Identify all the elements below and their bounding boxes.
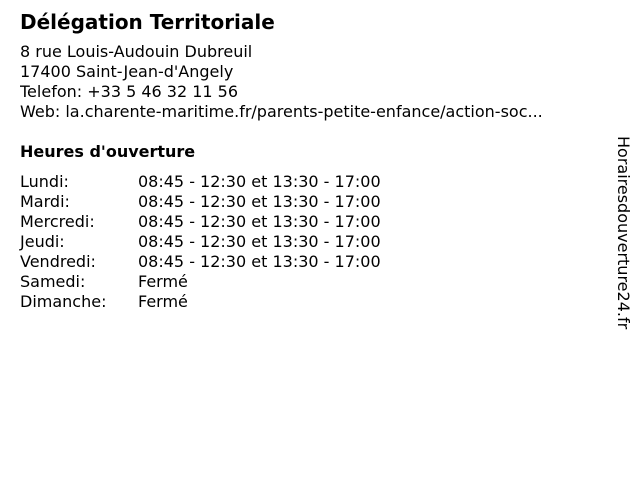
hours-row [20,212,610,232]
day-hours: 08:45 - 12:30 et 13:30 - 17:00 [138,172,381,191]
day-label: Samedi: [20,272,86,291]
day-label: Jeudi: [20,232,65,251]
address-city: 17400 Saint-Jean-d'Angely [20,62,234,81]
hours-row [20,232,610,252]
day-label: Vendredi: [20,252,96,271]
hours-row [20,192,610,212]
phone-line: Telefon: +33 5 46 32 11 56 [20,82,239,101]
address-street: 8 rue Louis-Audouin Dubreuil [20,42,253,61]
day-hours: Fermé [138,272,188,291]
day-label: Dimanche: [20,292,107,311]
hours-row [20,292,610,312]
day-hours: Fermé [138,292,188,311]
contact-block [20,42,610,122]
hours-table [20,172,610,312]
day-label: Lundi: [20,172,69,191]
hours-row [20,272,610,292]
site-watermark: Horairesdouverture24.fr [614,136,633,330]
day-label: Mardi: [20,192,70,211]
hours-row [20,172,610,192]
website-line: Web: la.charente-maritime.fr/parents-petite-enfance/action-soc... [20,102,543,121]
opening-hours-card [20,10,610,312]
day-hours: 08:45 - 12:30 et 13:30 - 17:00 [138,192,381,211]
day-hours: 08:45 - 12:30 et 13:30 - 17:00 [138,212,381,231]
hours-row [20,252,610,272]
day-label: Mercredi: [20,212,95,231]
hours-heading: Heures d'ouverture [20,142,196,161]
place-title: Délégation Territoriale [20,10,275,34]
day-hours: 08:45 - 12:30 et 13:30 - 17:00 [138,252,381,271]
day-hours: 08:45 - 12:30 et 13:30 - 17:00 [138,232,381,251]
